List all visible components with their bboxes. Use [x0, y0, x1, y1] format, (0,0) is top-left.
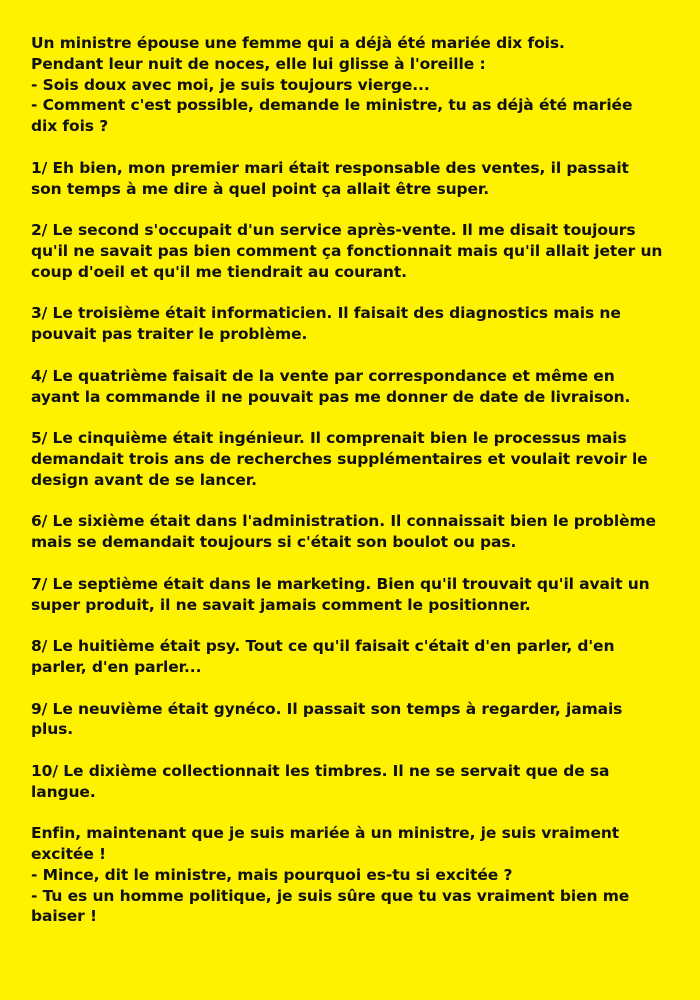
- text-line: plus.: [31, 720, 74, 739]
- text-line: pouvait pas traiter le problème.: [31, 325, 308, 344]
- text-line: 6/ Le sixième était dans l'administration. Il connaissait bien le problème: [31, 512, 656, 531]
- text-line: baiser !: [31, 907, 97, 926]
- text-line: 8/ Le huitième était psy. Tout ce qu'il faisait c'était d'en parler, d'en: [31, 637, 615, 656]
- text-line: ayant la commande il ne pouvait pas me donner de date de livraison.: [31, 387, 631, 406]
- text-line: super produit, il ne savait jamais comment le positionner.: [31, 595, 531, 614]
- text-line: - Mince, dit le ministre, mais pourquoi es-tu si excitée ?: [31, 865, 513, 884]
- text-line: - Comment c'est possible, demande le ministre, tu as déjà été mariée: [31, 96, 633, 115]
- paragraph-husband-9: [31, 699, 681, 741]
- text-line: 3/ Le troisième était informaticien. Il faisait des diagnostics mais ne: [31, 304, 621, 323]
- text-line: excitée !: [31, 845, 107, 864]
- text-line: 4/ Le quatrième faisait de la vente par correspondance et même en: [31, 366, 615, 385]
- text-line: langue.: [31, 782, 96, 801]
- paragraph-intro: [31, 33, 681, 137]
- text-line: - Sois doux avec moi, je suis toujours vierge...: [31, 75, 430, 94]
- text-line: 5/ Le cinquième était ingénieur. Il comprenait bien le processus mais: [31, 429, 627, 448]
- paragraph-husband-2: [31, 220, 681, 282]
- paragraph-husband-1: [31, 158, 681, 200]
- text-line: 10/ Le dixième collectionnait les timbres. Il ne se servait que de sa: [31, 761, 610, 780]
- text-line: son temps à me dire à quel point ça allait être super.: [31, 179, 490, 198]
- paragraph-husband-5: [31, 428, 681, 490]
- paragraph-husband-3: [31, 303, 681, 345]
- paragraph-husband-4: [31, 366, 681, 408]
- text-line: Pendant leur nuit de noces, elle lui glisse à l'oreille :: [31, 54, 486, 73]
- paragraph-husband-10: [31, 761, 681, 803]
- joke-text: [31, 33, 681, 948]
- text-line: 7/ Le septième était dans le marketing. Bien qu'il trouvait qu'il avait un: [31, 574, 650, 593]
- text-line: 9/ Le neuvième était gynéco. Il passait son temps à regarder, jamais: [31, 699, 623, 718]
- text-line: 1/ Eh bien, mon premier mari était responsable des ventes, il passait: [31, 158, 629, 177]
- text-line: mais se demandait toujours si c'était son boulot ou pas.: [31, 533, 517, 552]
- paragraph-conclusion: [31, 823, 681, 927]
- text-line: Enfin, maintenant que je suis mariée à un ministre, je suis vraiment: [31, 824, 620, 843]
- text-line: - Tu es un homme politique, je suis sûre que tu vas vraiment bien me: [31, 886, 630, 905]
- paragraph-husband-7: [31, 574, 681, 616]
- text-line: parler, d'en parler...: [31, 657, 202, 676]
- paragraph-husband-6: [31, 511, 681, 553]
- text-line: 2/ Le second s'occupait d'un service après-vente. Il me disait toujours: [31, 221, 636, 240]
- paragraph-husband-8: [31, 636, 681, 678]
- text-line: qu'il ne savait pas bien comment ça fonctionnait mais qu'il allait jeter un: [31, 241, 663, 260]
- text-line: Un ministre épouse une femme qui a déjà été mariée dix fois.: [31, 34, 565, 52]
- text-line: coup d'oeil et qu'il me tiendrait au courant.: [31, 262, 407, 281]
- text-line: design avant de se lancer.: [31, 470, 257, 489]
- text-line: dix fois ?: [31, 117, 109, 136]
- text-line: demandait trois ans de recherches supplémentaires et voulait revoir le: [31, 449, 648, 468]
